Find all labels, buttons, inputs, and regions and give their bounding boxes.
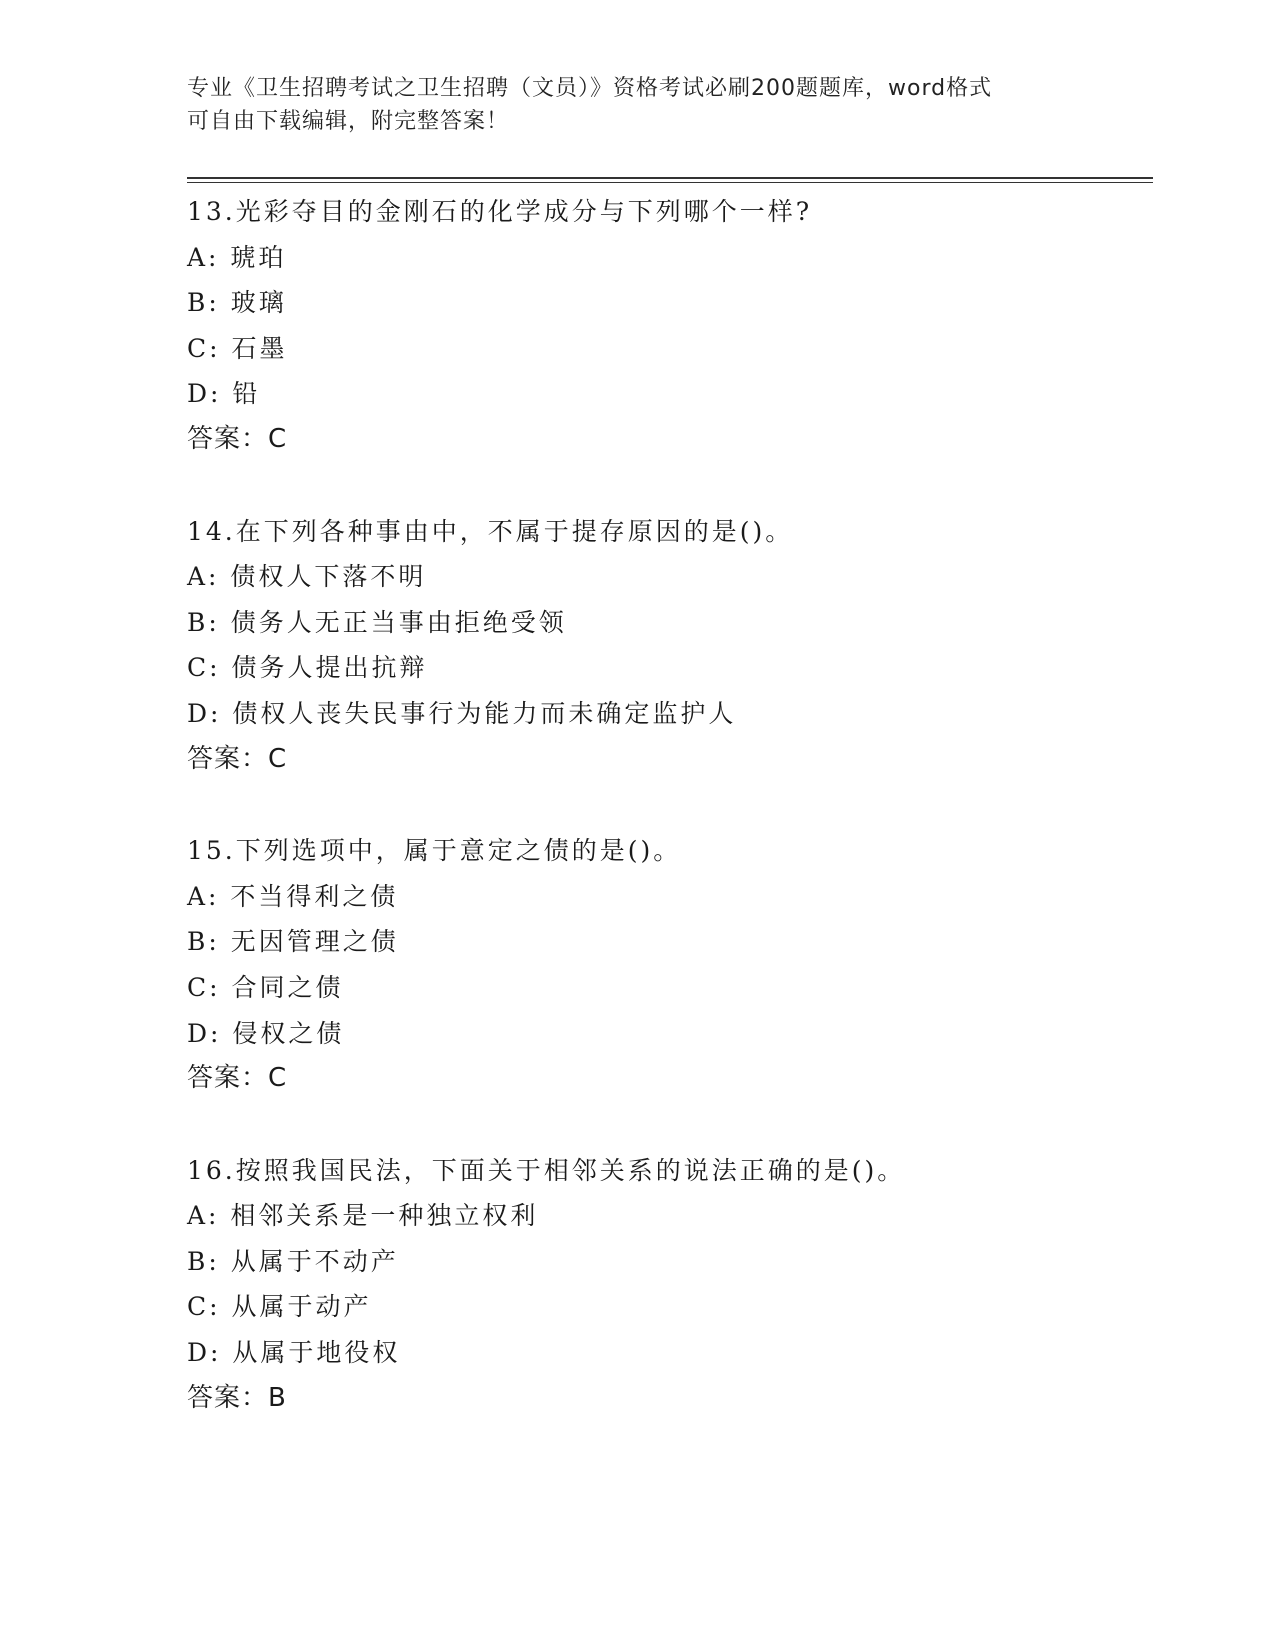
question-stem: 14.在下列各种事由中，不属于提存原因的是()。 xyxy=(187,516,794,546)
option-c: C: 债务人提出抗辩 xyxy=(187,653,428,683)
answer: 答案：B xyxy=(187,1382,287,1413)
header-divider xyxy=(187,177,1153,183)
option-a: A: 琥珀 xyxy=(187,242,287,272)
answer: 答案：C xyxy=(187,423,288,454)
answer: 答案：C xyxy=(187,1063,288,1094)
option-b: B: 从属于不动产 xyxy=(187,1246,399,1276)
option-c: C: 合同之债 xyxy=(187,972,344,1002)
option-a: A: 不当得利之债 xyxy=(187,881,399,911)
option-b: B: 无因管理之债 xyxy=(187,927,399,957)
question-15 xyxy=(187,828,1153,1102)
question-stem: 16.按照我国民法，下面关于相邻关系的说法正确的是()。 xyxy=(187,1155,906,1185)
option-b: B: 玻璃 xyxy=(187,288,287,318)
option-c: C: 从属于动产 xyxy=(187,1292,372,1322)
option-c: C: 石墨 xyxy=(187,333,288,363)
question-16 xyxy=(187,1148,1153,1422)
question-stem: 15.下列选项中，属于意定之债的是()。 xyxy=(187,836,682,866)
option-a: A: 相邻关系是一种独立权利 xyxy=(187,1201,539,1231)
option-d: D: 铅 xyxy=(187,379,261,409)
option-a: A: 债权人下落不明 xyxy=(187,562,427,592)
option-d: D: 债权人丧失民事行为能力而未确定监护人 xyxy=(187,698,737,728)
answer: 答案：C xyxy=(187,743,288,774)
document-header xyxy=(187,72,1087,138)
question-13 xyxy=(187,189,1153,463)
option-b: B: 债务人无正当事由拒绝受领 xyxy=(187,607,567,637)
question-stem: 13.光彩夺目的金刚石的化学成分与下列哪个一样? xyxy=(187,197,813,226)
option-d: D: 从属于地役权 xyxy=(187,1338,401,1368)
question-14 xyxy=(187,509,1153,783)
header-line-1: 专业《卫生招聘考试之卫生招聘（文员）》资格考试必刷200题题库，word格式 xyxy=(187,76,993,101)
question-list xyxy=(187,189,1153,1467)
header-line-2: 可自由下载编辑，附完整答案！ xyxy=(187,109,510,134)
option-d: D: 侵权之债 xyxy=(187,1018,345,1048)
